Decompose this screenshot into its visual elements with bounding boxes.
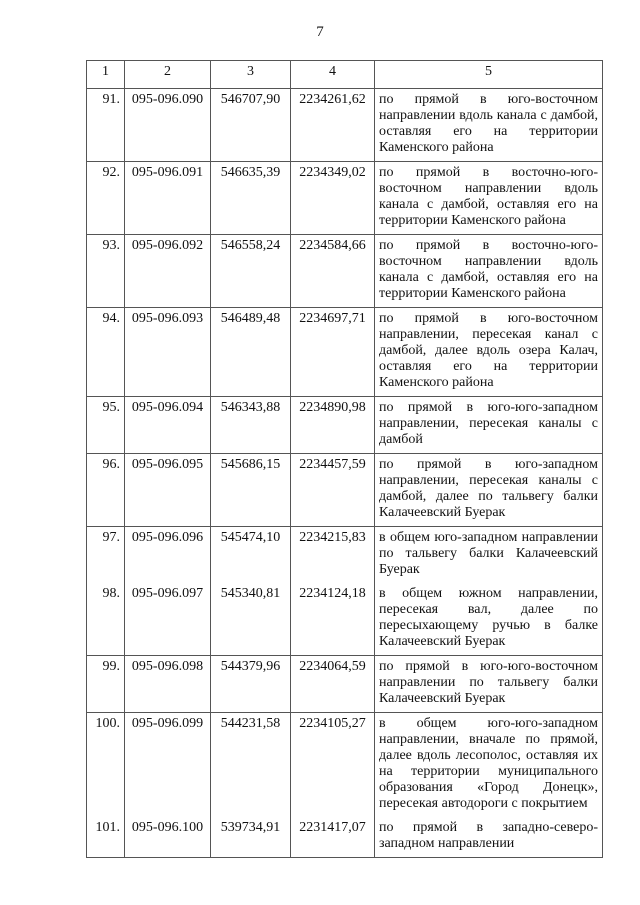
boundary-description: по прямой в западно-северо-западном направлении: [375, 817, 603, 858]
table-row: [87, 308, 603, 397]
boundary-description: по прямой в юго-восточном направлении вдоль канала с дамбой, оставляя его на территории Каменского района: [375, 89, 603, 162]
boundary-description: в общем юго-юго-западном направлении, вначале по прямой, далее вдоль лесополос, оставляя их на территории муниципального образования «Город Донецк», пересекая автодороги с покрытием: [375, 713, 603, 818]
coord-y: 2234890,98: [291, 397, 375, 454]
row-number: 95.: [87, 397, 125, 454]
coord-x: 539734,91: [211, 817, 291, 858]
coord-y: 2234584,66: [291, 235, 375, 308]
row-number: 91.: [87, 89, 125, 162]
coord-x: 546707,90: [211, 89, 291, 162]
row-number: 92.: [87, 162, 125, 235]
table-row: [87, 454, 603, 527]
table-row: [87, 397, 603, 454]
row-number: 93.: [87, 235, 125, 308]
coord-x: 544379,96: [211, 656, 291, 713]
point-code: 095-096.097: [125, 583, 211, 656]
row-number: 97.: [87, 527, 125, 584]
coord-y: 2234349,02: [291, 162, 375, 235]
table-row: [87, 527, 603, 584]
column-header-5: 5: [375, 61, 603, 89]
table-row: [87, 235, 603, 308]
point-code: 095-096.098: [125, 656, 211, 713]
table-row: [87, 162, 603, 235]
boundary-description: по прямой в восточно-юго-восточном направлении вдоль канала с дамбой, оставляя его на территории Каменского района: [375, 235, 603, 308]
row-number: 94.: [87, 308, 125, 397]
coord-y: 2234105,27: [291, 713, 375, 818]
coord-x: 546558,24: [211, 235, 291, 308]
coord-y: 2234457,59: [291, 454, 375, 527]
point-code: 095-096.099: [125, 713, 211, 818]
table-row: [87, 656, 603, 713]
coord-y: 2234697,71: [291, 308, 375, 397]
point-code: 095-096.093: [125, 308, 211, 397]
coord-x: 546489,48: [211, 308, 291, 397]
table-row: [87, 583, 603, 656]
coord-y: 2234215,83: [291, 527, 375, 584]
column-header-3: 3: [211, 61, 291, 89]
boundary-description: по прямой в юго-юго-восточном направлении по тальвегу балки Калачеевский Буерак: [375, 656, 603, 713]
point-code: 095-096.096: [125, 527, 211, 584]
table-row: [87, 89, 603, 162]
coord-x: 545340,81: [211, 583, 291, 656]
boundary-description: по прямой в восточно-юго-восточном направлении вдоль канала с дамбой, оставляя его на территории Каменского района: [375, 162, 603, 235]
table-row: [87, 713, 603, 818]
boundary-points-table: [86, 60, 603, 858]
point-code: 095-096.095: [125, 454, 211, 527]
coord-y: 2234124,18: [291, 583, 375, 656]
boundary-description: в общем юго-западном направлении по тальвегу балки Калачеевский Буерак: [375, 527, 603, 584]
row-number: 100.: [87, 713, 125, 818]
point-code: 095-096.094: [125, 397, 211, 454]
table-row: [87, 817, 603, 858]
boundary-description: по прямой в юго-юго-западном направлении, пересекая каналы с дамбой: [375, 397, 603, 454]
row-number: 101.: [87, 817, 125, 858]
boundary-description: по прямой в юго-западном направлении, пересекая каналы с дамбой, далее по тальвегу балки Калачеевский Буерак: [375, 454, 603, 527]
coord-y: 2234064,59: [291, 656, 375, 713]
row-number: 98.: [87, 583, 125, 656]
boundary-description: по прямой в юго-восточном направлении, пересекая канал с дамбой, далее вдоль озера Калач, оставляя его на территории Каменского района: [375, 308, 603, 397]
point-code: 095-096.091: [125, 162, 211, 235]
coord-x: 546343,88: [211, 397, 291, 454]
page-number: 7: [316, 24, 324, 40]
row-number: 96.: [87, 454, 125, 527]
coord-x: 544231,58: [211, 713, 291, 818]
coord-x: 545686,15: [211, 454, 291, 527]
table-header-row: [87, 61, 603, 89]
coord-y: 2231417,07: [291, 817, 375, 858]
column-header-2: 2: [125, 61, 211, 89]
column-header-1: 1: [87, 61, 125, 89]
point-code: 095-096.090: [125, 89, 211, 162]
coord-x: 546635,39: [211, 162, 291, 235]
point-code: 095-096.092: [125, 235, 211, 308]
column-header-4: 4: [291, 61, 375, 89]
row-number: 99.: [87, 656, 125, 713]
coord-y: 2234261,62: [291, 89, 375, 162]
boundary-description: в общем южном направлении, пересекая вал, далее по пересыхающему ручью в балке Калачеевский Буерак: [375, 583, 603, 656]
coord-x: 545474,10: [211, 527, 291, 584]
point-code: 095-096.100: [125, 817, 211, 858]
